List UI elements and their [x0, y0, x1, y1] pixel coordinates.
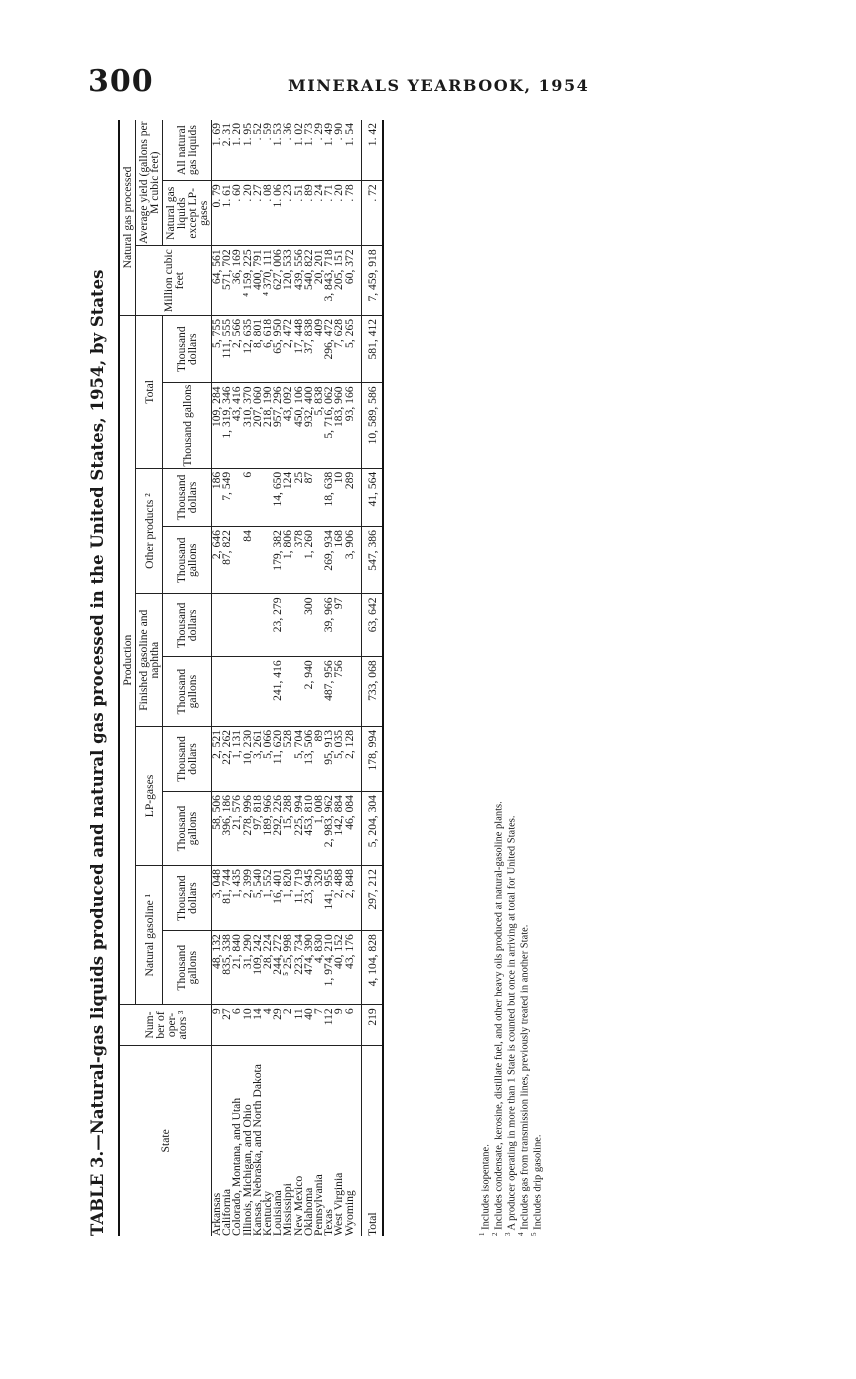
cell-tot-gal: 207, 060 [253, 383, 263, 468]
cell-fg-gal [283, 657, 293, 727]
cell-tot-usd: 8, 801 [253, 315, 263, 383]
cell-tot-usd: 581, 412 [361, 315, 383, 383]
cell-lp-usd: 178, 994 [361, 726, 383, 791]
data-table [118, 120, 384, 1236]
cell-ng-gal: 223, 734 [294, 931, 304, 1005]
cell-ops: 112 [324, 1005, 334, 1045]
cell-ops: 27 [222, 1005, 232, 1045]
cell-state: Arkansas [210, 1192, 223, 1236]
cell-ng-usd: 1, 820 [283, 866, 293, 931]
cell-ng-gal: 31, 290 [243, 931, 253, 1005]
footnote [478, 120, 491, 1236]
cell-state: California [220, 1188, 234, 1236]
cell-lp-usd: 5, 035 [334, 726, 344, 791]
cell-y-ngl: . 78 [345, 181, 362, 246]
cell-ng-usd: 5, 540 [253, 866, 263, 931]
total-row [361, 120, 383, 1236]
cell-fg-usd: 97 [334, 594, 344, 657]
cell-op-usd: 25 [294, 468, 304, 526]
cell-ops: 2 [283, 1005, 293, 1045]
cell-y-all: . 59 [263, 120, 273, 181]
cell-mcf: 540, 822 [304, 246, 314, 316]
cell-op-usd: 186 [212, 468, 223, 526]
cell-tot-usd: 12, 635 [243, 315, 253, 383]
cell-y-all: 2. 31 [222, 120, 232, 181]
cell-tot-usd: 7, 628 [334, 315, 344, 383]
cell-ops: 11 [294, 1005, 304, 1045]
cell-tot-gal: 1, 319, 346 [222, 383, 232, 468]
cell-lp-gal: 2, 983, 962 [324, 792, 334, 866]
footnote-mark: 1 [478, 1232, 486, 1236]
cell-lp-usd: 5, 066 [263, 726, 273, 791]
cell-ng-usd: 81, 744 [222, 866, 232, 931]
cell-state: Kansas, Nebraska, and North Dakota [250, 1064, 264, 1236]
unit-header: Thousand gallons [163, 931, 212, 1005]
lp-gases-header: LP-gases [136, 726, 163, 865]
cell-lp-usd: 2, 521 [212, 726, 223, 791]
footnote-mark: 3 [504, 1232, 513, 1236]
cell-y-all: 1. 02 [294, 120, 304, 181]
cell-ops: 9 [212, 1005, 223, 1045]
cell-mcf: 64, 561 [212, 246, 223, 316]
cell-op-gal: 269, 934 [324, 527, 334, 594]
cell-y-all: 1. 73 [304, 120, 314, 181]
cell-fg-gal [345, 657, 362, 727]
cell-op-gal: 87, 822 [222, 527, 232, 594]
cell-y-ngl: . 23 [283, 181, 293, 246]
cell-lp-gal: 396, 186 [222, 792, 232, 866]
natural-gasoline-header: Natural gasoline ¹ [136, 866, 163, 1005]
cell-tot-usd: 409 [314, 315, 324, 383]
state-header: State [119, 1045, 212, 1236]
cell-y-all: 1. 20 [232, 120, 242, 181]
cell-tot-gal: 957, 296 [273, 383, 283, 468]
cell-mcf: 60, 372 [345, 246, 362, 316]
yield-all-header: All natural gas liquids [163, 120, 212, 181]
cell-lp-gal: 225, 994 [294, 792, 304, 866]
cell-op-usd: 14, 650 [273, 468, 283, 526]
cell-y-ngl: 0. 79 [212, 181, 223, 246]
cell-y-ngl: . 08 [263, 181, 273, 246]
cell-lp-usd: 13, 506 [304, 726, 314, 791]
cell-state: Pennsylvania [312, 1174, 326, 1236]
cell-fg-usd: 39, 966 [324, 594, 334, 657]
cell-ng-usd: 1, 552 [263, 866, 273, 931]
cell-op-gal: 547, 386 [361, 527, 383, 594]
cell-lp-gal: 453, 810 [304, 792, 314, 866]
cell-state: New Mexico [291, 1175, 305, 1236]
table-row [222, 120, 232, 1236]
cell-mcf: 400, 791 [253, 246, 263, 316]
cell-tot-gal: 310, 370 [243, 383, 253, 468]
cell-lp-usd: 95, 913 [324, 726, 334, 791]
footnote-mark: 4 [517, 1232, 526, 1236]
cell-lp-usd: 89 [314, 726, 324, 791]
unit-header: Thousand gallons [163, 527, 212, 594]
cell-lp-gal: 97, 818 [253, 792, 263, 866]
cell-tot-gal: 43, 416 [232, 383, 242, 468]
cell-mcf: 439, 556 [294, 246, 304, 316]
cell-ng-gal: 48, 132 [212, 931, 223, 1005]
cell-state: Texas [322, 1209, 336, 1236]
unit-header: Thousand dollars [163, 468, 212, 526]
cell-tot-gal: 450, 106 [294, 383, 304, 468]
cell-ops: 40 [304, 1005, 314, 1045]
cell-op-usd: 124 [283, 468, 293, 526]
cell-y-ngl: . 27 [253, 181, 263, 246]
cell-ops: 10 [243, 1005, 253, 1045]
cell-mcf: 7, 459, 918 [361, 246, 383, 316]
cell-ops: 6 [232, 1005, 242, 1045]
cell-lp-gal: 1, 008 [314, 792, 324, 866]
table-row [334, 120, 344, 1236]
cell-mcf: 627, 006 [273, 246, 283, 316]
cell-op-usd: 18, 638 [324, 468, 334, 526]
cell-ng-gal: ⁵ 25, 998 [283, 931, 293, 1005]
cell-lp-gal: 21, 576 [232, 792, 242, 866]
cell-y-all: 1. 42 [361, 120, 383, 181]
million-cubic-feet-header: Million cubic feet [136, 246, 212, 316]
cell-ops: 14 [253, 1005, 263, 1045]
cell-ng-gal: 835, 338 [222, 931, 232, 1005]
cell-y-all: 1. 95 [243, 120, 253, 181]
footnote-text: A producer operating in more than 1 State is counted but once in arriving at total for United States. [506, 815, 518, 1231]
cell-lp-gal: 46, 084 [345, 792, 362, 866]
cell-tot-gal: 93, 166 [345, 383, 362, 468]
cell-ng-usd: 23, 945 [304, 866, 314, 931]
cell-y-all: 1. 54 [345, 120, 362, 181]
cell-ng-gal: 4, 104, 828 [361, 931, 383, 1005]
cell-y-ngl: . 51 [294, 181, 304, 246]
footnote-text: Includes drip gasoline. [532, 1134, 544, 1230]
cell-mcf: ⁴ 159, 225 [243, 246, 253, 316]
cell-op-usd: 7, 549 [222, 468, 232, 526]
cell-state: Illinois, Michigan, and Ohio [240, 1104, 254, 1236]
cell-lp-gal: 5, 204, 304 [361, 792, 383, 866]
cell-fg-usd: 63, 642 [361, 594, 383, 657]
cell-tot-gal: 5, 716, 062 [324, 383, 334, 468]
cell-ng-usd: 3, 048 [212, 866, 223, 931]
cell-state: Mississippi [281, 1183, 295, 1236]
cell-ng-usd: 2, 399 [243, 866, 253, 931]
cell-ng-usd: 141, 955 [324, 866, 334, 931]
cell-fg-gal: 487, 956 [324, 657, 334, 727]
cell-ng-usd: 2, 848 [345, 866, 362, 931]
other-products-header: Other products ² [136, 468, 163, 594]
cell-lp-usd: 1, 131 [232, 726, 242, 791]
footnote-mark: 5 [530, 1232, 539, 1236]
cell-op-usd: 6 [243, 468, 253, 526]
cell-ng-usd: 2, 488 [334, 866, 344, 931]
cell-tot-gal: 10, 589, 586 [361, 383, 383, 468]
cell-state: Colorado, Montana, and Utah [230, 1097, 244, 1236]
cell-fg-usd: 300 [304, 594, 314, 657]
cell-fg-gal: 2, 940 [304, 657, 314, 727]
cell-lp-gal: 278, 996 [243, 792, 253, 866]
cell-lp-usd: 3, 261 [253, 726, 263, 791]
cell-tot-gal: 218, 190 [263, 383, 273, 468]
cell-y-all: . 29 [314, 120, 324, 181]
cell-lp-gal: 58, 506 [212, 792, 223, 866]
cell-mcf: ⁴ 370, 111 [263, 246, 273, 316]
cell-fg-usd [243, 594, 253, 657]
cell-fg-gal [243, 657, 253, 727]
cell-ng-gal: 109, 242 [253, 931, 263, 1005]
cell-op-gal: 378 [294, 527, 304, 594]
cell-op-gal: 84 [243, 527, 253, 594]
cell-op-gal [253, 527, 263, 594]
footnote [530, 120, 543, 1236]
cell-tot-gal: 109, 284 [212, 383, 223, 468]
cell-mcf: 36, 169 [232, 246, 242, 316]
table-header [119, 120, 212, 1236]
cell-op-gal: 2, 646 [212, 527, 223, 594]
cell-fg-usd [212, 594, 223, 657]
cell-ng-gal: 4, 830 [314, 931, 324, 1005]
cell-fg-gal: 241, 416 [273, 657, 283, 727]
yield-ngl-header: Natural gas liquids except LP-gases [163, 181, 212, 246]
footnote-mark: 2 [491, 1232, 500, 1236]
running-head: MINERALS YEARBOOK, 1954 [288, 76, 590, 95]
cell-lp-gal: 15, 288 [283, 792, 293, 866]
cell-op-usd: 87 [304, 468, 314, 526]
cell-fg-usd [283, 594, 293, 657]
cell-tot-usd: 111, 555 [222, 315, 232, 383]
finished-gasoline-header: Finished gasoline and naphtha [136, 594, 163, 726]
cell-y-ngl: . 71 [324, 181, 334, 246]
cell-fg-usd: 23, 279 [273, 594, 283, 657]
unit-header: Thousand gallons [163, 383, 212, 468]
cell-tot-usd: 6, 618 [263, 315, 273, 383]
cell-ng-gal: 244, 272 [273, 931, 283, 1005]
rotated-table-block [88, 120, 556, 1236]
cell-y-all: 1. 49 [324, 120, 334, 181]
cell-ng-gal: 474, 390 [304, 931, 314, 1005]
cell-y-ngl: . 20 [334, 181, 344, 246]
table-row [345, 120, 362, 1236]
cell-tot-usd: 5, 265 [345, 315, 362, 383]
cell-mcf: 20, 201 [314, 246, 324, 316]
cell-state: Total [361, 1045, 383, 1236]
unit-header: Thousand dollars [163, 866, 212, 931]
footnote-text: Includes isopentane. [480, 1144, 492, 1230]
cell-mcf: 205, 151 [334, 246, 344, 316]
footnote [504, 120, 517, 1236]
cell-tot-usd: 296, 472 [324, 315, 334, 383]
cell-op-usd [253, 468, 263, 526]
cell-tot-usd: 2, 472 [283, 315, 293, 383]
cell-lp-usd: 528 [283, 726, 293, 791]
cell-y-all: . 52 [253, 120, 263, 181]
footnote-text: Includes condensate, kerosine, distillate fuel, and other heavy oils produced at natural-gasoline plants. [493, 801, 505, 1230]
cell-y-all: 1. 69 [212, 120, 223, 181]
cell-y-ngl: 1. 06 [273, 181, 283, 246]
cell-mcf: 3, 843, 718 [324, 246, 334, 316]
cell-lp-gal: 142, 884 [334, 792, 344, 866]
cell-state: Kentucky [261, 1190, 275, 1236]
cell-y-ngl: . 20 [243, 181, 253, 246]
table-body [212, 120, 384, 1236]
cell-ng-gal: 1, 974, 210 [324, 931, 334, 1005]
cell-tot-gal: 932, 400 [304, 383, 314, 468]
cell-fg-gal [232, 657, 242, 727]
footnotes [478, 120, 543, 1236]
cell-tot-gal: 43, 092 [283, 383, 293, 468]
cell-fg-gal [253, 657, 263, 727]
cell-y-all: . 36 [283, 120, 293, 181]
cell-fg-gal [222, 657, 232, 727]
cell-tot-usd: 37, 838 [304, 315, 314, 383]
cell-op-gal: 1, 260 [304, 527, 314, 594]
cell-tot-usd: 5, 755 [212, 315, 223, 383]
cell-op-gal: 179, 382 [273, 527, 283, 594]
cell-ng-usd: 297, 212 [361, 866, 383, 931]
cell-ng-usd: 11, 719 [294, 866, 304, 931]
cell-fg-usd [345, 594, 362, 657]
cell-ops: 6 [345, 1005, 362, 1045]
cell-mcf: 571, 702 [222, 246, 232, 316]
cell-fg-gal: 733, 068 [361, 657, 383, 727]
unit-header: Thousand dollars [163, 315, 212, 383]
cell-y-ngl: . 24 [314, 181, 324, 246]
footnote [517, 120, 530, 1236]
footnote-text: Includes gas from transmission lines, previously treated in another State. [519, 924, 531, 1230]
cell-state: Wyoming [345, 1045, 362, 1236]
page-number: 300 [88, 64, 154, 99]
cell-y-ngl: . 60 [232, 181, 242, 246]
cell-fg-usd [232, 594, 242, 657]
cell-mcf: 120, 533 [283, 246, 293, 316]
cell-lp-gal: 189, 966 [263, 792, 273, 866]
unit-header: Thousand dollars [163, 726, 212, 791]
cell-lp-usd: 10, 230 [243, 726, 253, 791]
cell-y-all: . 90 [334, 120, 344, 181]
cell-tot-usd: 2, 566 [232, 315, 242, 383]
average-yield-header: Average yield (gallons per M cubic feet) [137, 121, 161, 244]
cell-ops: 4 [263, 1005, 273, 1045]
production-header: Production [119, 315, 136, 1004]
cell-ng-usd: 1, 435 [232, 866, 242, 931]
cell-y-ngl: 1. 61 [222, 181, 232, 246]
cell-ng-gal: 21, 840 [232, 931, 242, 1005]
total-header: Total [136, 315, 163, 468]
cell-ops: 9 [334, 1005, 344, 1045]
cell-lp-usd: 2, 128 [345, 726, 362, 791]
cell-ng-gal: 43, 176 [345, 931, 362, 1005]
unit-header: Thousand gallons [163, 657, 212, 727]
cell-op-usd: 41, 564 [361, 468, 383, 526]
cell-ops: 29 [273, 1005, 283, 1045]
natural-gas-processed-header: Natural gas processed [119, 120, 136, 315]
cell-tot-usd: 17, 448 [294, 315, 304, 383]
cell-fg-gal: 756 [334, 657, 344, 727]
cell-ops: 7 [314, 1005, 324, 1045]
cell-op-gal: 168 [334, 527, 344, 594]
cell-fg-gal [212, 657, 223, 727]
cell-tot-gal: 183, 960 [334, 383, 344, 468]
cell-op-gal: 3, 906 [345, 527, 362, 594]
unit-header: Thousand gallons [163, 792, 212, 866]
unit-header: Thousand dollars [163, 594, 212, 657]
table-title: TABLE 3.—Natural-gas liquids produced and natural gas processed in the United States, 1954, by States [88, 269, 107, 1236]
cell-lp-gal: 292, 226 [273, 792, 283, 866]
table-row [304, 120, 314, 1236]
cell-ng-gal: 28, 224 [263, 931, 273, 1005]
cell-y-all: 1. 53 [273, 120, 283, 181]
cell-ng-gal: 40, 152 [334, 931, 344, 1005]
footnote [491, 120, 504, 1236]
cell-tot-gal: 5, 838 [314, 383, 324, 468]
cell-lp-usd: 5, 704 [294, 726, 304, 791]
cell-lp-usd: 11, 620 [273, 726, 283, 791]
cell-y-ngl: . 72 [361, 181, 383, 246]
cell-state: Louisiana [271, 1190, 285, 1236]
cell-state: West Virginia [332, 1172, 346, 1236]
cell-state: Oklahoma [301, 1187, 315, 1236]
cell-tot-usd: 65, 950 [273, 315, 283, 383]
cell-ng-usd: 16, 401 [273, 866, 283, 931]
cell-op-usd: 10 [334, 468, 344, 526]
cell-ng-usd: 320 [314, 866, 324, 931]
cell-y-ngl: . 89 [304, 181, 314, 246]
cell-fg-usd [222, 594, 232, 657]
cell-op-gal: 1, 806 [283, 527, 293, 594]
cell-fg-usd [253, 594, 263, 657]
cell-ops: 219 [361, 1005, 383, 1045]
cell-lp-usd: 22, 262 [222, 726, 232, 791]
cell-op-usd: 289 [345, 468, 362, 526]
operators-header: Num-ber of oper-ators ³ [119, 1005, 212, 1045]
